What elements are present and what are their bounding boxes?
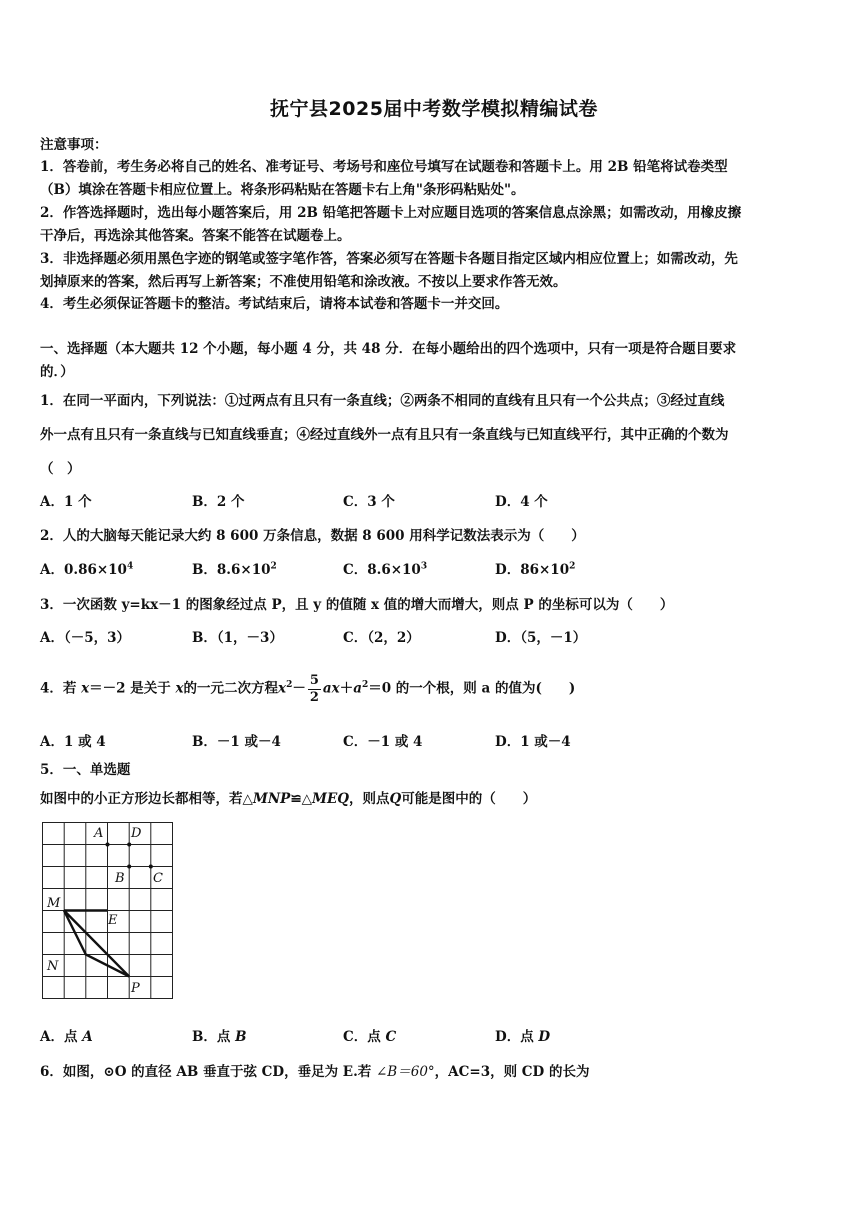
- q5-option-a: A．点 A: [40, 1029, 93, 1045]
- page-title: 抚宁县2025届中考数学模拟精编试卷: [270, 98, 598, 120]
- q5-grid-figure: [42, 822, 174, 1002]
- note-3b: 划掉原来的答案，然后再写上新答案；不准使用铅笔和涂改液。不按以上要求作答无效。: [40, 274, 567, 290]
- q2-option-d: D．$86\times 10^2$: [495, 561, 576, 578]
- q4-option-b: B．－1 或－4: [192, 734, 281, 750]
- q1-stem-c: （ ）: [40, 461, 81, 477]
- q2-option-c: C．$8.6\times 10^3$: [343, 561, 428, 578]
- triangle-mnp: [64, 911, 129, 977]
- label-e: E: [108, 913, 118, 928]
- q2-option-a: A．$0.86\times 10^4$: [40, 561, 134, 578]
- label-c: C: [153, 871, 163, 886]
- point-c: [149, 865, 153, 869]
- q3-option-a: A．（－5，3）: [40, 630, 131, 646]
- q1-option-d: D．4 个: [495, 494, 548, 510]
- label-p: P: [131, 981, 140, 996]
- notes-heading: 注意事项：: [40, 137, 108, 153]
- q5-option-c: C．点 C: [343, 1029, 397, 1045]
- point-b: [127, 865, 131, 869]
- note-1b: （B）填涂在答题卡相应位置上。将条形码粘贴在答题卡右上角"条形码粘贴处"。: [40, 182, 525, 198]
- note-2b: 干净后，再选涂其他答案。答案不能答在试题卷上。: [40, 228, 351, 244]
- section-heading-a: 一、选择题（本大题共 12 个小题，每小题 4 分，共 48 分．在每小题给出的四个选项中，只有一项是符合题目要求: [40, 341, 737, 357]
- label-n: N: [47, 959, 59, 974]
- q1-option-a: A．1 个: [40, 494, 92, 510]
- point-d: [127, 843, 131, 847]
- q3-stem: 3．一次函数 y=kx－1 的图象经过点 P，且 y 的值随 x 值的增大而增大，则点 P 的坐标可以为（ ）: [40, 597, 674, 613]
- q3-option-b: B．（1，－3）: [192, 630, 283, 646]
- q1-option-b: B．2 个: [192, 494, 245, 510]
- q4-option-d: D．1 或－4: [495, 734, 571, 750]
- label-d: D: [131, 826, 142, 841]
- q2-option-b: B．$8.6\times 10^2$: [192, 561, 277, 578]
- note-2a: 2．作答选择题时，选出每小题答案后，用 2B 铅笔把答题卡上对应题目选项的答案信息点涂黑；如需改动，用橡皮擦: [40, 205, 742, 221]
- point-a: [106, 843, 110, 847]
- q6-stem: 6．如图，⊙O 的直径 AB 垂直于弦 CD，垂足为 E.若 ∠B＝60°，AC=3，则 CD 的长为: [40, 1064, 590, 1080]
- q5-option-b: B．点 B: [192, 1029, 247, 1045]
- note-3a: 3．非选择题必须用黑色字迹的钢笔或签字笔作答，答案必须写在答题卡各题目指定区域内相应位置上；如需改动，先: [40, 251, 738, 267]
- label-m: M: [47, 896, 61, 911]
- q1-stem-a: 1．在同一平面内，下列说法：①过两点有且只有一条直线；②两条不相同的直线有且只有一个公共点；③经过直线: [40, 393, 725, 409]
- label-a: A: [94, 826, 104, 841]
- q5-heading: 5．一、单选题: [40, 762, 131, 778]
- q4-fraction: $\frac{5}{2}$: [309, 672, 319, 705]
- q4-stem: 4．若 x＝－2 是关于 x的一元二次方程$x^2-$ $\frac{5}{2}$ $ax+a^2=0$ 的一个根，则 a 的值为( ): [40, 672, 576, 705]
- q1-option-c: C．3 个: [343, 494, 395, 510]
- q1-stem-b: 外一点有且只有一条直线与已知直线垂直；④经过直线外一点有且只有一条直线与已知直线平行，其中正确的个数为: [40, 427, 729, 443]
- q2-stem: 2．人的大脑每天能记录大约 8 600 万条信息，数据 8 600 用科学记数法表示为（ ）: [40, 528, 585, 544]
- note-1a: 1．答卷前，考生务必将自己的姓名、准考证号、考场号和座位号填写在试题卷和答题卡上。用 2B 铅笔将试卷类型: [40, 159, 728, 175]
- q5-option-d: D．点 D: [495, 1029, 551, 1045]
- q3-option-d: D．（5，－1）: [495, 630, 587, 646]
- q3-option-c: C．（2，2）: [343, 630, 420, 646]
- q5-stem: 如图中的小正方形边长都相等，若△MNP≌△MEQ，则点Q可能是图中的（ ）: [40, 791, 537, 807]
- q4-option-c: C．－1 或 4: [343, 734, 423, 750]
- q4-option-a: A．1 或 4: [40, 734, 106, 750]
- section-heading-b: 的．）: [40, 364, 74, 380]
- note-4: 4．考生必须保证答题卡的整洁。考试结束后，请将本试卷和答题卡一并交回。: [40, 296, 509, 312]
- label-b: B: [115, 871, 125, 886]
